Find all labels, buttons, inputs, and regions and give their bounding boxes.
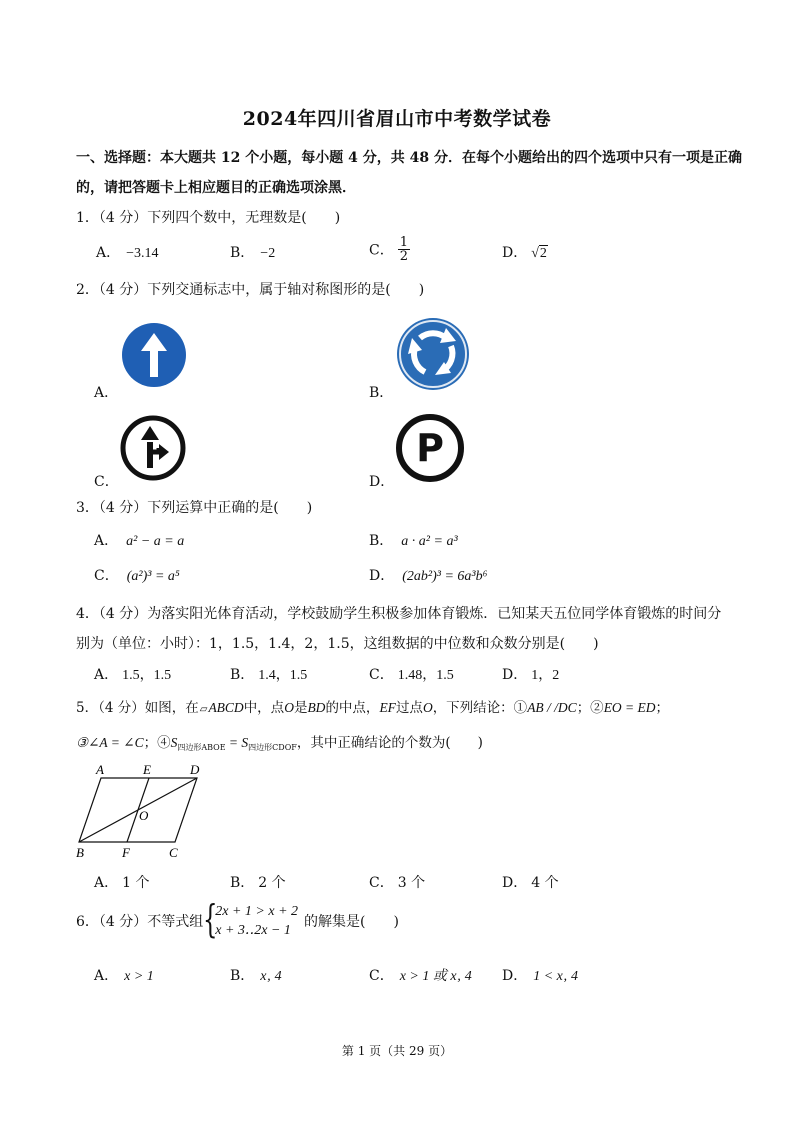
q3-option-d: D． (2ab²)³ = 6a³b⁶ [369,568,488,584]
q6-option-a: A． x > 1 [94,968,154,984]
up-arrow-sign-icon [120,321,188,389]
label-d: D [190,762,200,777]
q4-stem-line2: 别为（单位：小时）：1，1.5，1.4，2，1.5，这组数据的中位数和众数分别是( ) [76,636,599,652]
q4-stem-line1: 4．（4 分）为落实阳光体育活动，学校鼓励学生积极参加体育锻炼．已知某天五位同学体育锻炼的时间分 [76,606,722,622]
q2-option-b-label: B． [369,385,394,401]
sqrt-two: √2 [531,246,547,261]
q4-option-b: B． 1.4，1.5 [230,667,308,683]
sign-b-disc [397,318,469,390]
q4-option-c: C． 1.48，1.5 [369,667,454,683]
parking-letter: P [416,426,444,470]
label-e: E [143,762,151,777]
left-brace-icon: { [203,897,218,941]
parallelogram-symbol-icon: ▱ [199,704,208,715]
fraction-one-half: $\frac{1}{2}$ [399,235,408,264]
q1-option-d: D． √2 [502,245,547,261]
label-b: B [76,845,84,860]
sign-roundabout [394,316,472,396]
q6-stem: 6．（4 分）不等式组 { 2x + 1 > x + 2 x + 3‥2x − 1 的解集是( ) [76,897,399,941]
q3-option-a: A． a² − a = a [94,533,185,549]
sign-ahead-or-right [119,414,187,486]
q6-option-b: B． x‚ 4 [230,968,282,984]
parking-sign-icon [395,413,465,483]
q1-option-b: B． −2 [230,245,276,261]
q5-option-c: C． 3 个 [369,875,426,891]
q5-option-a: A． 1 个 [94,875,150,891]
q5-option-b: B． 2 个 [230,875,286,891]
ahead-right-sign-icon [119,414,187,482]
q3-stem: 3．（4 分）下列运算中正确的是( ) [76,500,313,516]
roundabout-sign-icon [394,316,472,392]
q1-stem: 1．（4 分）下列四个数中，无理数是( ) [76,210,341,226]
q6-option-c: C． x > 1 或 x‚ 4 [369,968,472,984]
label-o: O [139,808,149,823]
sign-straight-ahead [120,321,188,393]
q5-option-d: D． 4 个 [502,875,559,891]
q6-option-d: D． 1 < x‚ 4 [502,968,579,984]
q3-option-c: C． (a²)³ = a⁵ [94,568,180,584]
section1-heading-line1: 一、选择题：本大题共 12 个小题，每小题 4 分，共 48 分．在每个小题给出的四个选项中只有一项是正确 [76,150,742,166]
sign-parking [395,413,465,487]
page-footer: 第 1 页（共 29 页） [341,1044,453,1058]
q5-parallelogram-figure [74,762,214,866]
q2-option-a-label: A． [94,385,119,401]
q3-option-b: B． a · a² = a³ [369,533,458,549]
page-title: 2024年四川省眉山市中考数学试卷 [242,108,552,130]
q2-option-d-label: D． [369,474,395,490]
q5-stem-line1: 5．（4 分）如图，在▱ABCD中，点O是BD的中点，EF过点O，下列结论：①AB / /DC；②EO = ED； [76,700,670,716]
q5-stem-line2: ③∠A = ∠C；$④S_{四边形ABOE} = S_{四边形CDOF}$，其中正确结论的个数为( ) [76,735,483,752]
q4-option-a: A． 1.5，1.5 [94,667,172,683]
q1-option-a: A． −3.14 [96,245,159,261]
label-a: A [96,762,104,777]
q4-option-d: D． 1，2 [502,667,560,683]
inequality-system: { 2x + 1 > x + 2 x + 3‥2x − 1 [203,897,299,941]
label-f: F [122,845,130,860]
q2-stem: 2．（4 分）下列交通标志中，属于轴对称图形的是( ) [76,282,425,298]
section1-heading-line2: 的，请把答题卡上相应题目的正确选项涂黑． [76,180,356,196]
label-c: C [169,845,178,860]
q2-option-c-label: C． [94,474,119,490]
q1-option-c: C． $\frac{1}{2}$ [369,235,408,264]
